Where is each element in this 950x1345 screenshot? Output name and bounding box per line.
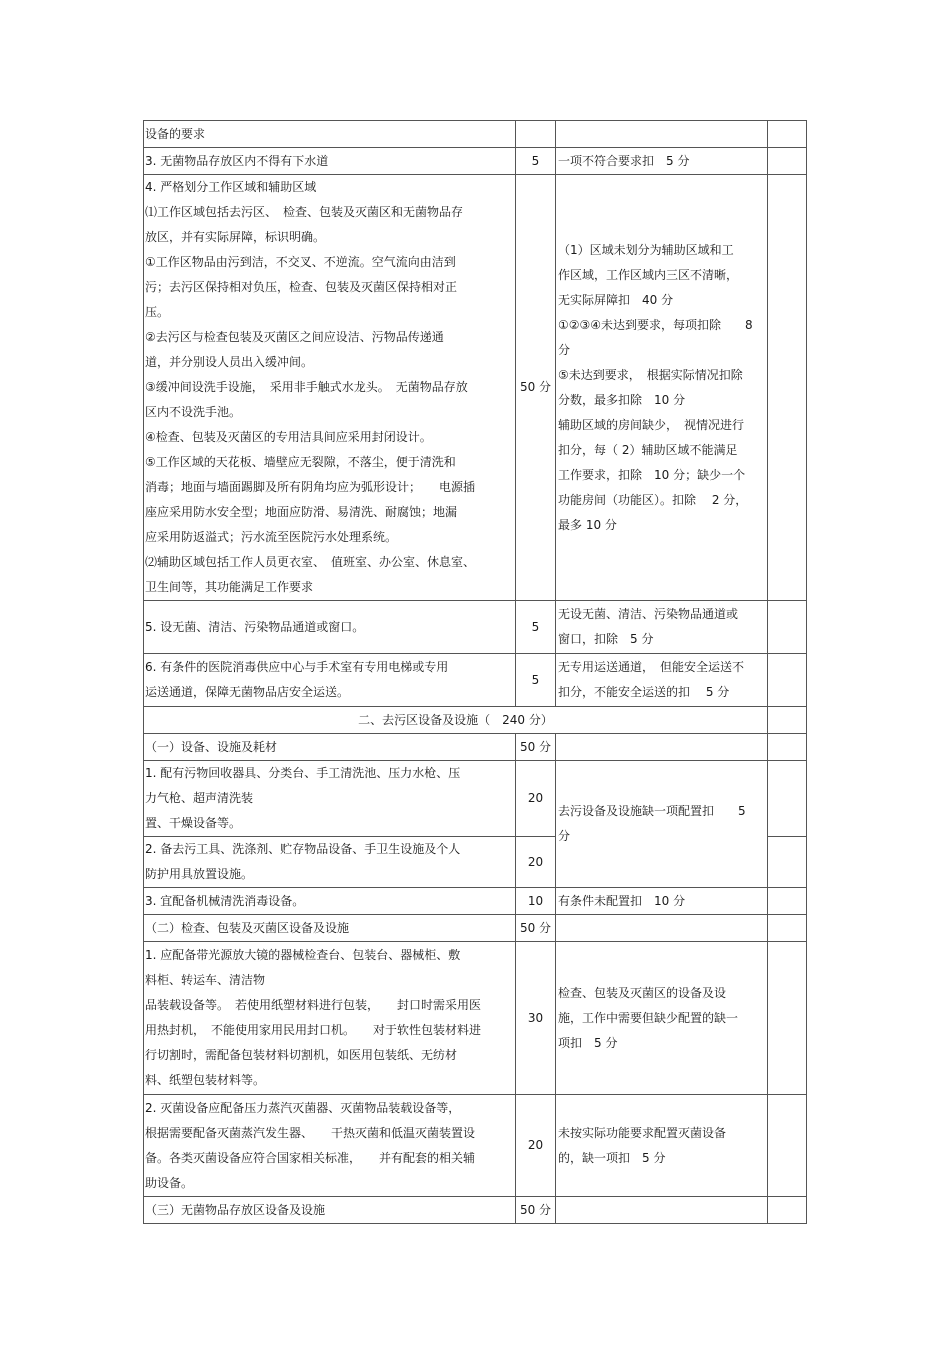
- deduction-line: 扣分，不能安全运送的扣 5 分: [558, 685, 730, 699]
- deduction-line: 项扣 5 分: [558, 1035, 618, 1050]
- standard-line: 消毒；地面与墙面踢脚及所有阴角均应为弧形设计； 电源插: [145, 480, 476, 494]
- deduction-cell: [556, 121, 768, 148]
- standard-line: （三）无菌物品存放区设备及设施: [145, 1202, 326, 1217]
- standard-cell: [144, 1197, 516, 1224]
- deduction-line: 去污设备及设施缺一项配置扣 5: [558, 804, 746, 818]
- standard-line: 用热封机， 不能使用家用民用封口机。 对于软性包装材料进: [145, 1023, 482, 1037]
- deduction-line: ⑤未达到要求， 根据实际情况扣除: [558, 367, 743, 382]
- deduction-line: 分: [558, 342, 571, 357]
- deduction-cell: [556, 1197, 768, 1224]
- standard-line: 设备的要求: [145, 126, 206, 141]
- standard-cell: [144, 942, 516, 1095]
- standard-cell: [144, 601, 516, 654]
- deduction-line: 功能房间（功能区）。扣除 2 分，: [558, 492, 748, 507]
- standard-line: 5. 设无菌、清洁、污染物品通道或窗口。: [145, 619, 365, 634]
- deduction-line: 辅助区域的房间缺少， 视情况进行: [558, 417, 745, 432]
- table-row: [144, 915, 807, 942]
- score-cell: 50 分: [516, 1197, 556, 1224]
- standard-line: 品装载设备等。 若使用纸塑材料进行包装， 封口时需采用医: [145, 998, 482, 1012]
- standard-line: 备。各类灭菌设备应符合国家相关标准， 并有配套的相关辅: [145, 1150, 476, 1165]
- standard-line: 力气枪、超声清洗装: [145, 791, 254, 805]
- score-cell: [516, 121, 556, 148]
- remark-cell: [768, 121, 807, 148]
- deduction-cell: [556, 915, 768, 942]
- standard-line: 压。: [145, 305, 170, 319]
- deduction-line: 未按实际功能要求配置灭菌设备: [558, 1125, 727, 1140]
- remark-cell: [768, 837, 807, 888]
- deduction-cell: [556, 761, 768, 888]
- deduction-line: 无设无菌、清洁、污染物品通道或: [558, 607, 739, 621]
- deduction-line: 无专用运送通道， 但能安全运送不: [558, 660, 745, 674]
- standard-line: 防护用具放置设施。: [145, 867, 254, 881]
- standard-line: 放区，并有实际屏障，标识明确。: [145, 230, 326, 244]
- standard-line: 2. 灭菌设备应配备压力蒸汽灭菌器、灭菌物品装载设备等，: [145, 1100, 461, 1115]
- standard-line: 污；去污区保持相对负压，检查、包装及灭菌区保持相对正: [145, 280, 458, 294]
- score-cell: 30: [516, 942, 556, 1095]
- evaluation-table: [143, 120, 807, 1224]
- score-cell: 5: [516, 148, 556, 175]
- standard-line: 6. 有条件的医院消毒供应中心与手术室有专用电梯或专用: [145, 660, 449, 674]
- deduction-line: 的，缺一项扣 5 分: [558, 1150, 666, 1165]
- deduction-cell: [556, 942, 768, 1095]
- deduction-line: 分数，最多扣除 10 分: [558, 392, 686, 407]
- table-row: [144, 654, 807, 707]
- deduction-line: 分: [558, 829, 571, 843]
- standard-line: ①工作区物品由污到洁，不交叉、不逆流。空气流向由洁到: [145, 255, 456, 269]
- deduction-cell: [556, 601, 768, 654]
- standard-cell: [144, 915, 516, 942]
- table-row: [144, 761, 807, 837]
- table-row: [144, 1197, 807, 1224]
- standard-line: 座应采用防水安全型；地面应防滑、易清洗、耐腐蚀；地漏: [145, 505, 458, 519]
- deduction-cell: [556, 654, 768, 707]
- score-cell: 20: [516, 761, 556, 837]
- standard-line: 根据需要配备灭菌蒸汽发生器、 干热灭菌和低温灭菌装置设: [145, 1125, 476, 1140]
- table-row: [144, 942, 807, 1095]
- standard-line: ④检查、包装及灭菌区的专用洁具间应采用封闭设计。: [145, 430, 432, 444]
- table-row: [144, 601, 807, 654]
- standard-cell: [144, 1095, 516, 1197]
- standard-cell: [144, 734, 516, 761]
- remark-cell: [768, 761, 807, 837]
- table-row: [144, 148, 807, 175]
- standard-line: ⑵辅助区域包括工作人员更衣室、 值班室、办公室、休息室、: [145, 555, 476, 569]
- standard-cell: [144, 654, 516, 707]
- standard-cell: [144, 121, 516, 148]
- score-cell: 10: [516, 888, 556, 915]
- standard-line: 行切割时，需配备包装材料切割机，如医用包装纸、无纺材: [145, 1048, 458, 1062]
- standard-line: 3. 无菌物品存放区内不得有下水道: [145, 153, 329, 168]
- section-heading: 二、去污区设备及设施（ 240 分）: [144, 707, 768, 734]
- standard-line: 助设备。: [145, 1175, 194, 1190]
- deduction-line: 作区域，工作区域内三区不清晰，: [558, 267, 739, 282]
- standard-line: （二）检查、包装及灭菌区设备及设施: [145, 920, 350, 935]
- score-cell: 5: [516, 601, 556, 654]
- deduction-line: 有条件未配置扣 10 分: [558, 893, 686, 908]
- remark-cell: [768, 148, 807, 175]
- deduction-line: 一项不符合要求扣 5 分: [558, 153, 690, 168]
- standard-line: 置、干燥设备等。: [145, 816, 242, 830]
- deduction-line: 最多 10 分: [558, 517, 617, 532]
- deduction-line: 施，工作中需要但缺少配置的缺一: [558, 1010, 739, 1025]
- remark-cell: [768, 1095, 807, 1197]
- remark-cell: [768, 654, 807, 707]
- standard-line: 1. 应配备带光源放大镜的器械检查台、包装台、器械柜、敷: [145, 948, 461, 962]
- table-row: [144, 707, 807, 734]
- remark-cell: [768, 601, 807, 654]
- standard-line: 3. 宜配备机械清洗消毒设备。: [145, 893, 305, 908]
- table-row: [144, 1095, 807, 1197]
- standard-cell: [144, 175, 516, 601]
- score-cell: 20: [516, 837, 556, 888]
- table-row: [144, 121, 807, 148]
- standard-line: 道，并分别设人员出入缓冲间。: [145, 355, 314, 369]
- remark-cell: [768, 888, 807, 915]
- standard-line: 运送通道，保障无菌物品店安全运送。: [145, 685, 350, 699]
- remark-cell: [768, 175, 807, 601]
- deduction-cell: [556, 1095, 768, 1197]
- deduction-cell: [556, 148, 768, 175]
- standard-line: 卫生间等，其功能满足工作要求: [145, 580, 314, 594]
- remark-cell: [768, 734, 807, 761]
- remark-cell: [768, 915, 807, 942]
- standard-line: 料、纸塑包装材料等。: [145, 1073, 266, 1087]
- standard-cell: [144, 837, 516, 888]
- standard-line: 4. 严格划分工作区域和辅助区域: [145, 180, 317, 194]
- standard-cell: [144, 148, 516, 175]
- standard-line: （一）设备、设施及耗材: [145, 739, 278, 754]
- deduction-cell: [556, 734, 768, 761]
- table-row: [144, 175, 807, 601]
- deduction-line: 检查、包装及灭菌区的设备及设: [558, 985, 727, 1000]
- score-cell: 50 分: [516, 175, 556, 601]
- table-row: [144, 888, 807, 915]
- deduction-line: 扣分，每（ 2）辅助区域不能满足: [558, 442, 738, 457]
- score-cell: 20: [516, 1095, 556, 1197]
- deduction-cell: [556, 888, 768, 915]
- standard-line: 2. 备去污工具、洗涤剂、贮存物品设备、手卫生设施及个人: [145, 842, 461, 856]
- standard-line: ②去污区与检查包装及灭菌区之间应设洁、污物品传递通: [145, 330, 444, 344]
- score-cell: 5: [516, 654, 556, 707]
- deduction-cell: [556, 175, 768, 601]
- deduction-line: 窗口，扣除 5 分: [558, 632, 654, 646]
- standard-line: 1. 配有污物回收器具、分类台、手工清洗池、压力水枪、压: [145, 766, 461, 780]
- deduction-line: 工作要求，扣除 10 分；缺少一个: [558, 467, 746, 482]
- remark-cell: [768, 942, 807, 1095]
- standard-line: ③缓冲间设洗手设施， 采用非手触式水龙头。 无菌物品存放: [145, 380, 468, 394]
- standard-line: ⑴工作区域包括去污区、 检查、包装及灭菌区和无菌物品存: [145, 205, 464, 219]
- standard-line: 区内不设洗手池。: [145, 405, 242, 419]
- standard-cell: [144, 761, 516, 837]
- standard-line: 料柜、转运车、清洁物: [145, 973, 266, 987]
- remark-cell: [768, 1197, 807, 1224]
- standard-line: 应采用防返溢式；污水流至医院污水处理系统。: [145, 530, 398, 544]
- score-cell: 50 分: [516, 734, 556, 761]
- deduction-line: （1）区域未划分为辅助区域和工: [558, 242, 734, 257]
- score-cell: 50 分: [516, 915, 556, 942]
- table-row: [144, 734, 807, 761]
- deduction-line: ①②③④未达到要求，每项扣除 8: [558, 317, 753, 332]
- standard-line: ⑤工作区域的天花板、墙壁应无裂隙，不落尘，便于清洗和: [145, 455, 456, 469]
- table-body: [144, 121, 807, 1224]
- remark-cell: [768, 707, 807, 734]
- deduction-line: 无实际屏障扣 40 分: [558, 292, 674, 307]
- standard-cell: [144, 888, 516, 915]
